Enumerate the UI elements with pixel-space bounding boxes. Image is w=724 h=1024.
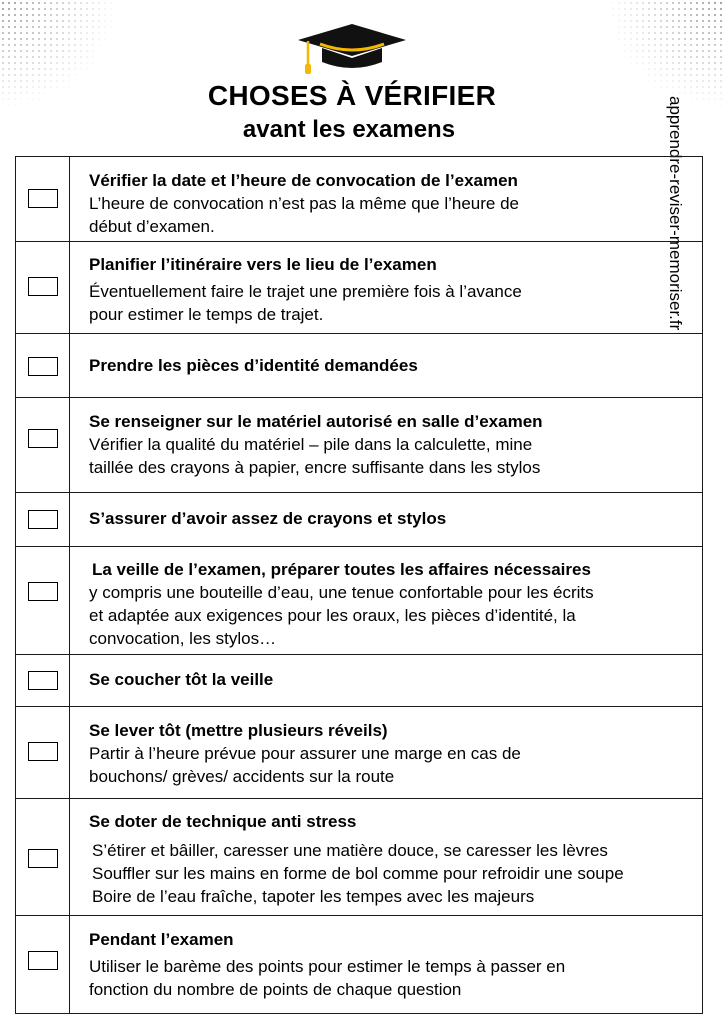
item-heading: La veille de l’examen, préparer toutes les affaires nécessaires (92, 560, 591, 579)
checklist-item (16, 916, 702, 1014)
item-description-line: Boire de l’eau fraîche, tapoter les tempes avec les majeurs (92, 887, 535, 906)
item-description-line: pour estimer le temps de trajet. (89, 305, 324, 324)
checkbox[interactable] (28, 951, 58, 970)
item-heading: Prendre les pièces d’identité demandées (89, 356, 418, 375)
checklist (15, 156, 703, 1014)
item-heading: Planifier l’itinéraire vers le lieu de l’examen (89, 255, 437, 274)
item-heading: S’assurer d’avoir assez de crayons et stylos (89, 509, 447, 528)
checkbox[interactable] (28, 357, 58, 376)
checklist-item (16, 799, 702, 916)
checklist-item (16, 707, 702, 799)
item-heading: Se lever tôt (mettre plusieurs réveils) (89, 721, 388, 740)
checklist-item (16, 398, 702, 493)
checklist-item (16, 655, 702, 707)
item-description-line: bouchons/ grèves/ accidents sur la route (89, 767, 395, 786)
website-url: apprendre-reviser-memoriser.fr (666, 96, 685, 331)
checklist-item (16, 493, 702, 547)
checklist-item (16, 547, 702, 655)
checkbox[interactable] (28, 742, 58, 761)
checkbox[interactable] (28, 582, 58, 601)
item-description-line: y compris une bouteille d’eau, une tenue confortable pour les écrits (89, 583, 594, 602)
item-description-line: S’étirer et bâiller, caresser une matière douce, se caresser les lèvres (92, 841, 608, 860)
item-description-line: Éventuellement faire le trajet une première fois à l’avance (89, 282, 522, 301)
checklist-item (16, 157, 702, 242)
checkbox[interactable] (28, 429, 58, 448)
item-heading: Vérifier la date et l’heure de convocation de l’examen (89, 171, 518, 190)
item-description-line: Utiliser le barème des points pour estimer le temps à passer en (89, 957, 566, 976)
item-description-line: fonction du nombre de points de chaque question (89, 980, 462, 999)
item-description-line: L’heure de convocation n’est pas la même que l’heure de (89, 194, 520, 213)
checkbox[interactable] (28, 510, 58, 529)
checkbox[interactable] (28, 277, 58, 296)
checklist-item (16, 242, 702, 334)
checklist-item (16, 334, 702, 398)
item-heading: Se renseigner sur le matériel autorisé en salle d’examen (89, 412, 543, 431)
checkbox[interactable] (28, 671, 58, 690)
item-heading: Pendant l’examen (89, 930, 234, 949)
item-description-line: taillée des crayons à papier, encre suffisante dans les stylos (89, 458, 541, 477)
checkbox[interactable] (28, 849, 58, 868)
page-subtitle: avant les examens (242, 116, 456, 143)
item-heading: Se coucher tôt la veille (89, 670, 274, 689)
item-description-line: Souffler sur les mains en forme de bol comme pour refroidir une soupe (92, 864, 624, 883)
item-description-line: début d’examen. (89, 217, 215, 236)
page-title: CHOSES À VÉRIFIER (207, 80, 497, 111)
item-description-line: Vérifier la qualité du matériel – pile dans la calculette, mine (89, 435, 533, 454)
item-description-line: convocation, les stylos… (89, 629, 277, 648)
graduation-cap-icon (296, 20, 408, 76)
item-description-line: Partir à l’heure prévue pour assurer une marge en cas de (89, 744, 521, 763)
item-description-line: et adaptée aux exigences pour les oraux, les pièces d’identité, la (89, 606, 576, 625)
checkbox[interactable] (28, 189, 58, 208)
item-heading: Se doter de technique anti stress (89, 812, 357, 831)
